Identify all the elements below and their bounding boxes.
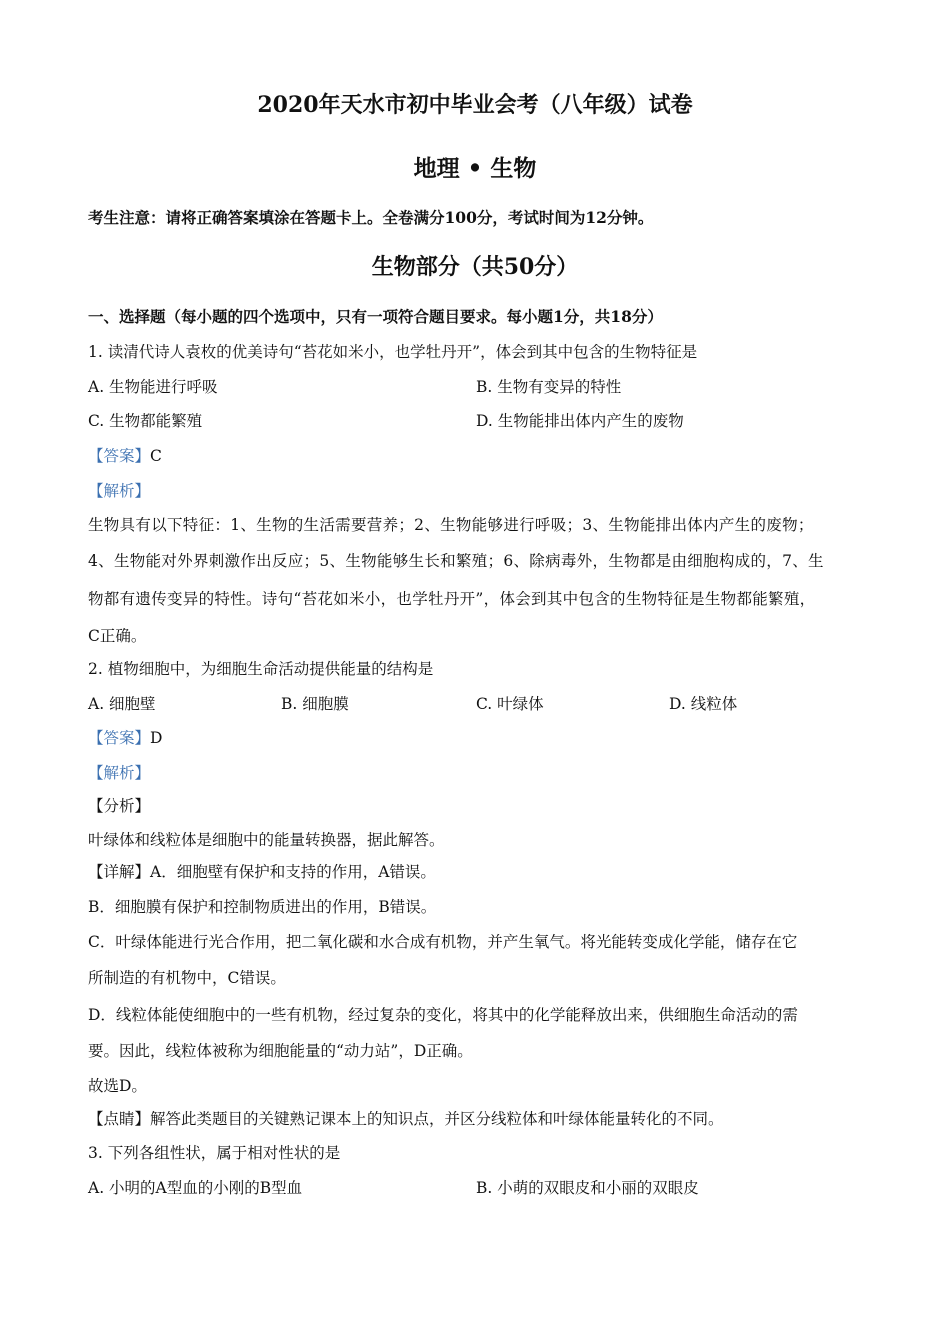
q2-detail-line: B．细胞膜有保护和控制物质进出的作用，B错误。 bbox=[88, 898, 437, 916]
q1-analysis-line: 物都有遗传变异的特性。诗句“苔花如米小，也学牡丹开”，体会到其中包含的生物特征是生物都能繁殖， bbox=[88, 590, 816, 608]
q2-answer-value: D bbox=[150, 729, 163, 747]
q1-option-a: A. 生物能进行呼吸 bbox=[88, 378, 218, 396]
q2-detail-line: 【详解】A．细胞壁有保护和支持的作用，A错误。 bbox=[88, 863, 436, 881]
q2-detail-line: 所制造的有机物中，C错误。 bbox=[88, 969, 286, 987]
q2-option-c: C. 叶绿体 bbox=[476, 695, 544, 713]
exam-notice: 考生注意：请将正确答案填涂在答题卡上。全卷满分100分，考试时间为12分钟。 bbox=[88, 208, 654, 227]
q2-detail-line: C．叶绿体能进行光合作用，把二氧化碳和水合成有机物，并产生氧气。将光能转变成化学能，储存在它 bbox=[88, 933, 798, 951]
q2-detail-line: 要。因此，线粒体被称为细胞能量的“动力站”，D正确。 bbox=[88, 1042, 473, 1060]
q1-stem: 1. 读清代诗人袁枚的优美诗句“苔花如米小，也学牡丹开”，体会到其中包含的生物特征是 bbox=[88, 343, 698, 361]
q1-analysis-line: 4、生物能对外界刺激作出反应；5、生物能够生长和繁殖；6、除病毒外，生物都是由细胞构成的，7、生 bbox=[88, 552, 824, 570]
part1-heading: 一、选择题（每小题的四个选项中，只有一项符合题目要求。每小题1分，共18分） bbox=[88, 307, 663, 326]
q2-fenxi-label: 【分析】 bbox=[88, 797, 151, 815]
q1-option-d: D. 生物能排出体内产生的废物 bbox=[476, 412, 684, 430]
q1-answer-label: 【答案】 bbox=[88, 447, 151, 465]
q3-option-b: B. 小萌的双眼皮和小丽的双眼皮 bbox=[476, 1179, 699, 1197]
q2-option-d: D. 线粒体 bbox=[669, 695, 738, 713]
q2-option-b: B. 细胞膜 bbox=[281, 695, 349, 713]
subject-title: 地理 • 生物 bbox=[413, 155, 537, 182]
q1-option-b: B. 生物有变异的特性 bbox=[476, 378, 622, 396]
q2-analysis-label: 【解析】 bbox=[88, 764, 151, 782]
q3-option-a: A. 小明的A型血的小刚的B型血 bbox=[88, 1179, 303, 1197]
q2-detail-line: 故选D。 bbox=[88, 1077, 147, 1095]
q2-fenxi: 叶绿体和线粒体是细胞中的能量转换器，据此解答。 bbox=[88, 831, 445, 849]
q2-detail-line: D．线粒体能使细胞中的一些有机物，经过复杂的变化，将其中的化学能释放出来，供细胞生命活动的需 bbox=[88, 1006, 798, 1024]
q1-analysis-line: 生物具有以下特征：1、生物的生活需要营养；2、生物能够进行呼吸；3、生物能排出体内产生的废物； bbox=[88, 516, 814, 534]
q2-answer-label: 【答案】 bbox=[88, 729, 151, 747]
q1-analysis-label: 【解析】 bbox=[88, 482, 151, 500]
q2-detail-line: 【点睛】解答此类题目的关键熟记课本上的知识点，并区分线粒体和叶绿体能量转化的不同。 bbox=[88, 1110, 724, 1128]
q1-answer-row bbox=[88, 445, 162, 467]
q2-option-a: A. 细胞壁 bbox=[88, 695, 156, 713]
q1-answer-value: C bbox=[150, 447, 162, 465]
exam-title: 2020年天水市初中毕业会考（八年级）试卷 bbox=[257, 92, 693, 118]
q2-answer-row bbox=[88, 727, 162, 749]
q3-stem: 3. 下列各组性状，属于相对性状的是 bbox=[88, 1144, 341, 1162]
q1-analysis-line: C正确。 bbox=[88, 627, 147, 645]
section-title: 生物部分（共50分） bbox=[371, 254, 579, 280]
q2-stem: 2. 植物细胞中，为细胞生命活动提供能量的结构是 bbox=[88, 660, 434, 678]
q1-option-c: C. 生物都能繁殖 bbox=[88, 412, 203, 430]
